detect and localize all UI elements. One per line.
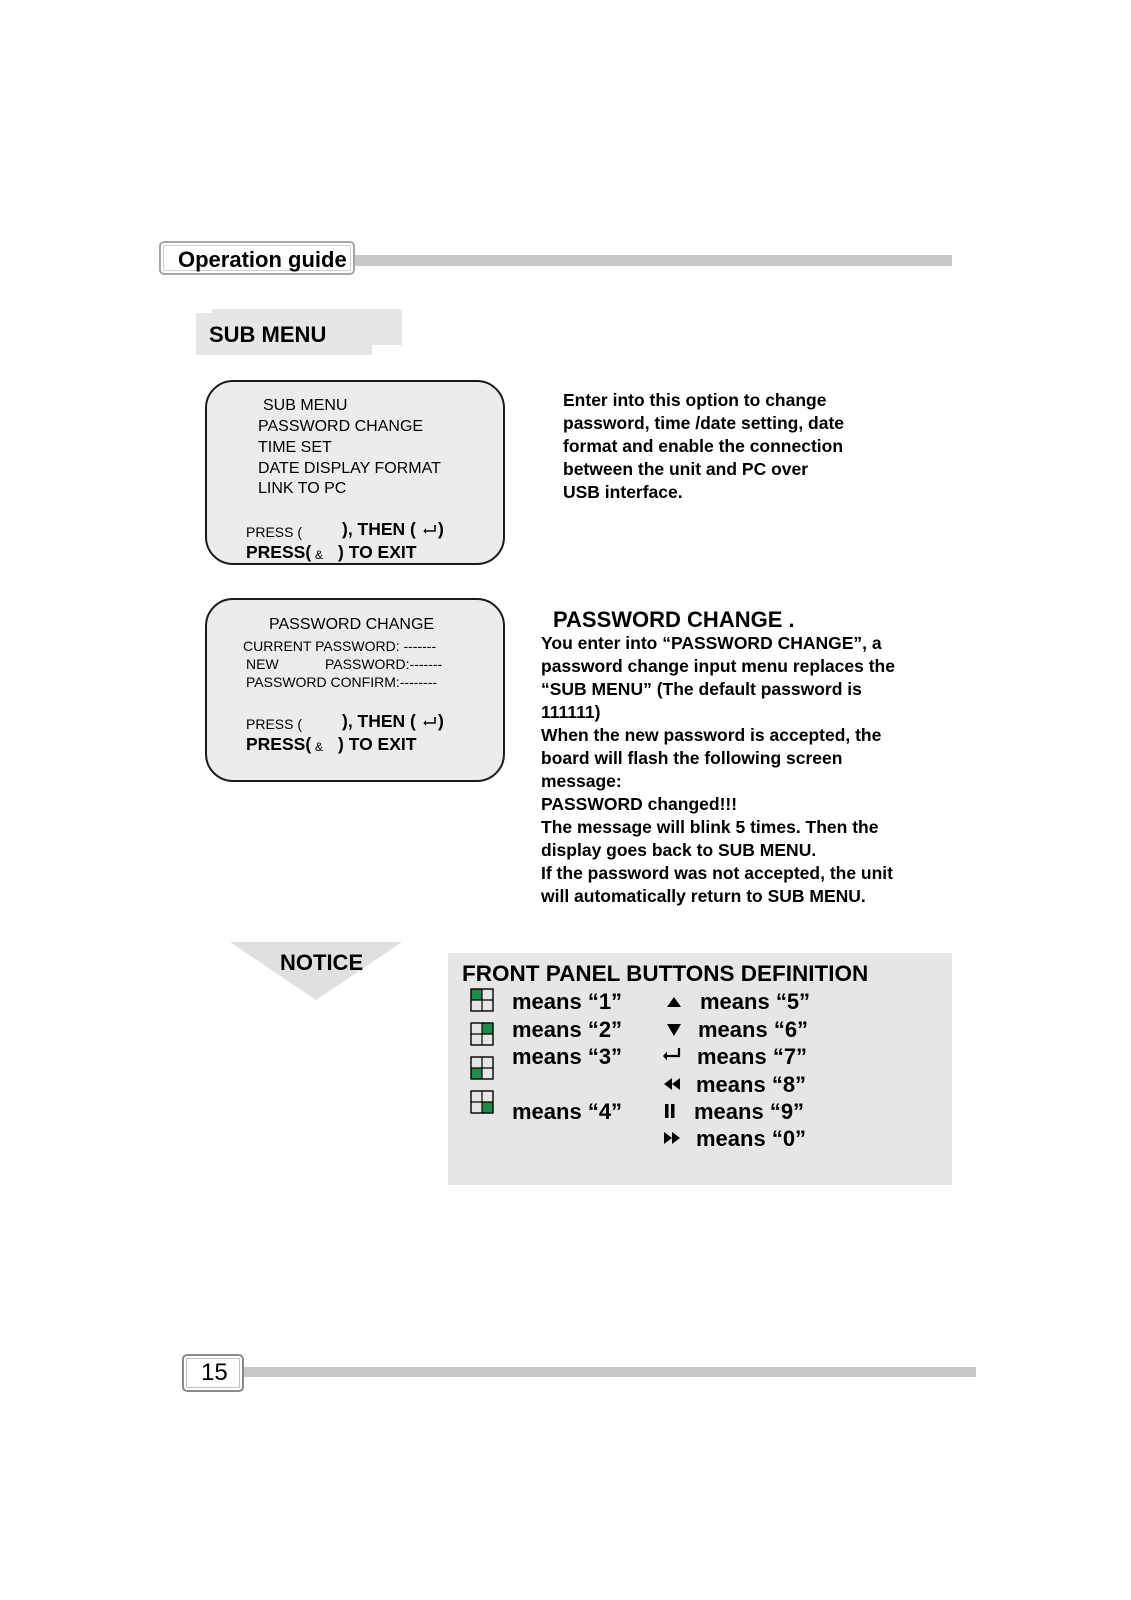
pause-icon [663,1103,677,1119]
up-arrow-icon [666,996,682,1008]
front-panel-title: FRONT PANEL BUTTONS DEFINITION [462,961,869,986]
header-rule [350,255,952,266]
page-number: 15 [201,1359,228,1386]
fast-forward-icon [662,1131,682,1145]
quad-bottom-right-icon [470,1090,494,1114]
password-text-line: You enter into “PASSWORD CHANGE”, a [541,633,882,653]
button-definition-8: means “8” [696,1072,807,1097]
password-text-line: When the new password is accepted, the [541,725,882,745]
footer-rule [238,1367,976,1377]
then-label: ), THEN ( [342,519,416,539]
exit-label: PRESS( [246,542,312,562]
confirm-password-field: PASSWORD CONFIRM:-------- [246,674,438,690]
password-text-line: message: [541,771,622,791]
enter-icon [423,523,437,537]
submenu-description-line: between the unit and PC over [563,459,809,479]
submenu-item: TIME SET [258,439,332,456]
new-password-label: NEW [246,656,279,672]
submenu-item: PASSWORD CHANGE [258,418,424,435]
exit-label-suffix: ) TO EXIT [338,734,417,754]
button-definition-4: means “4” [512,1099,623,1124]
exit-symbol-icon: & [315,740,324,754]
exit-label-suffix: ) TO EXIT [338,542,417,562]
password-text-line: If the password was not accepted, the unit [541,863,893,883]
then-close: ) [438,711,444,731]
rewind-icon [662,1077,682,1091]
password-text-line: will automatically return to SUB MENU. [541,886,866,906]
submenu-item: LINK TO PC [258,480,347,497]
header-title: Operation guide [178,247,347,272]
submenu-description-line: format and enable the connection [563,436,844,456]
password-text-line: PASSWORD changed!!! [541,794,738,814]
submenu-description-line: Enter into this option to change [563,390,827,410]
notice-label: NOTICE [280,950,364,975]
then-close: ) [438,519,444,539]
button-definition-6: means “6” [698,1017,809,1042]
password-text-line: board will flash the following screen [541,748,843,768]
enter-icon [423,715,437,729]
password-change-heading: PASSWORD CHANGE . [553,607,795,632]
button-definition-7: means “7” [697,1044,808,1069]
section-title: SUB MENU [209,322,327,347]
exit-symbol-icon: & [315,548,324,562]
quad-top-left-icon [470,988,494,1012]
button-definition-9: means “9” [694,1099,805,1124]
submenu-item: DATE DISPLAY FORMAT [258,460,441,477]
password-screen-title: PASSWORD CHANGE [269,616,435,633]
press-label: PRESS ( [246,716,303,732]
submenu-screen-title: SUB MENU [263,397,348,414]
new-password-field: PASSWORD:------- [325,656,443,672]
button-definition-2: means “2” [512,1017,623,1042]
button-definition-0: means “0” [696,1126,807,1151]
then-label: ), THEN ( [342,711,416,731]
password-text-line: display goes back to SUB MENU. [541,840,817,860]
submenu-description-line: password, time /date setting, date [563,413,845,433]
password-text-line: 111111) [541,702,601,722]
button-definition-5: means “5” [700,989,811,1014]
press-label: PRESS ( [246,524,303,540]
button-definition-3: means “3” [512,1044,623,1069]
quad-bottom-left-icon [470,1056,494,1080]
password-text-line: password change input menu replaces the [541,656,895,676]
password-text-line: “SUB MENU” (The default password is [541,679,862,699]
enter-icon [662,1047,682,1063]
quad-top-right-icon [470,1022,494,1046]
exit-label: PRESS( [246,734,312,754]
current-password-field: CURRENT PASSWORD: ------- [243,638,437,654]
submenu-description-line: USB interface. [563,482,683,502]
down-arrow-icon [666,1023,682,1037]
password-text-line: The message will blink 5 times. Then the [541,817,879,837]
button-definition-1: means “1” [512,989,623,1014]
